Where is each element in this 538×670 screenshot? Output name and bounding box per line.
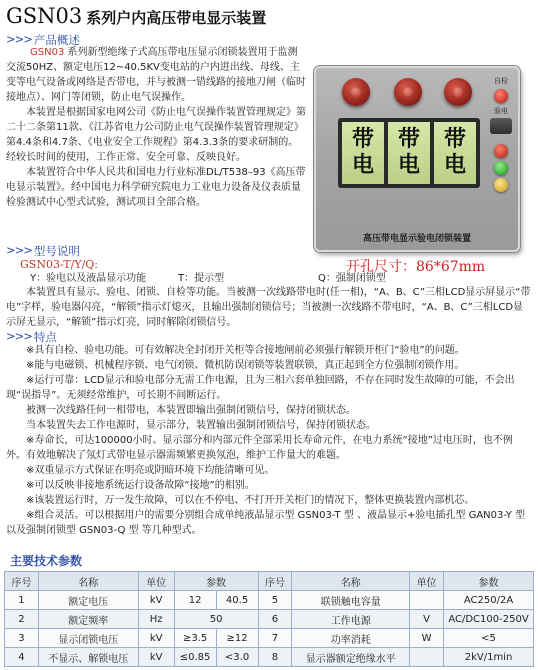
self-check-lamp-icon xyxy=(494,89,508,103)
feature-item: ※具有自检、验电功能。可有效解决全封闭开关柜等合接地闸前必须强行解锁开柜门“验电”的问题。 xyxy=(26,345,465,356)
header-cell: 序号 xyxy=(258,572,292,591)
feature-item: ※可以反映非接地系统运行设备故障“接地”的相别。 xyxy=(26,480,255,491)
feature-item: ※运行可靠：LCD显示和验电部分无需工作电源，且为三相六套单独回路，不存在同时发生故障的可能，不会出现“误指导”。无须经常维护，可长期不间断运行。 xyxy=(6,375,515,401)
feature-item: ※组合灵活。可以根据用户的需要分别组合成单纯液晶显示型 GSN03-T 型 、液晶显示+验电插孔型 GAN03-Y 型 以及强制闭锁型 GSN03-Q 型 等几种型式。 xyxy=(6,510,526,536)
model-desc: 本装置具有显示、验电、闭锁、自检等功能。当被测一次线路带电时(任一相)，“A、B、C”三相LCD显示屏显示“带电”字样，验电器闪亮，“解锁”指示灯熄灭，且输出强制闭锁信号；当被测一次线路不带电时，“A、B、C”三相LCD显示屏无显示，“解锁”指示灯亮，同时解除闭锁信号。 xyxy=(6,287,531,328)
knob-b-icon xyxy=(394,78,422,106)
section-model-heading: >>> 型号说明 xyxy=(6,243,80,258)
device-caption: 高压带电显示验电闭锁装置 xyxy=(362,234,471,244)
feature-item: 被测一次线路任何一相带电，本装置即输出强制闭锁信号，保持闭锁状态。 xyxy=(26,405,356,416)
table-row: 3 显示闭锁电压 kV ≥3.5 ≥12 7 功率消耗 W <5 xyxy=(5,629,534,648)
features-list xyxy=(6,343,532,538)
model-q: Q：强制闭锁型 xyxy=(318,273,386,284)
green-lamp-icon xyxy=(494,161,508,175)
feature-item: ※寿命长，可达100000小时。显示部分和内部元件全部采用长寿命元件，在电力系统“接地”过电压时，也不例外。有效地解决了氖灯式带电显示器需频繁更换氖泡，维护工作量大的难题。 xyxy=(6,435,513,461)
device-image xyxy=(314,66,520,252)
overview-p2: 本装置是根据国家电网公司《防止电气误操作装置管理规定》第二十二条第11款、《江苏省电力公司防止电气误操作装置管理规定》第4.4条和4.7条、《电业安全工作规程》第4.3.3条的要求研制的。经较长时间的使用，工作正常、安全可靠、反映良好。 xyxy=(6,107,306,163)
overview-text xyxy=(6,45,306,210)
device-side-controls xyxy=(486,76,516,226)
verify-button-icon xyxy=(490,118,512,134)
header-cell: 参数 xyxy=(444,572,534,591)
overview-p3: 本装置符合中华人民共和国电力行业标准DL/T538–93《高压带电显示装置》。经中国电力科学研究院电力工业电力设备及仪表质量检验测试中心型式试验，测试项目全部合格。 xyxy=(6,167,306,208)
model-code: GSN03-T/Y/Q: xyxy=(20,258,99,271)
overview-p1: 系列新型绝缘子式高压带电压显示闭锁装置用于监测交流50HZ、额定电压12~40.5KV变电站的户内进出线、母线、主变等电气设备或网络是否带电，并与被测一错线路的接地刀闸（临时接地点）、网门等闭锁，防止电气误操作。 xyxy=(6,47,306,103)
feature-item: ※该装置运行时，万一发生故障，可以在不停电、不打开开关柜门的情况下，整体更换装置内部机芯。 xyxy=(26,495,475,506)
header-cell: 名称 xyxy=(38,572,138,591)
model-y: Y：验电以及液晶显示功能 xyxy=(30,273,147,284)
lcd-c: 带 电 xyxy=(434,122,476,184)
verify-label: 验电 xyxy=(494,107,508,115)
section-overview-heading: >>> 产品概述 xyxy=(6,32,80,47)
page-title xyxy=(6,4,266,30)
table-row: 2 额定频率 Hz 50 6 工作电源 V AC/DC100-250V xyxy=(5,610,534,629)
header-cell: 参数 xyxy=(174,572,258,591)
table-header-row xyxy=(5,572,534,591)
feature-item: 当本装置失去工作电源时，显示部分，装置输出强制闭锁信号，保持闭锁状态。 xyxy=(26,420,376,431)
title-code: GSN03 xyxy=(6,4,83,28)
self-check-label: 自检 xyxy=(494,77,508,85)
title-text: 系列户内高压带电显示装置 xyxy=(86,9,267,27)
header-cell: 单位 xyxy=(410,572,444,591)
header-cell: 名称 xyxy=(292,572,410,591)
header-cell: 单位 xyxy=(138,572,174,591)
model-t: T：提示型 xyxy=(178,273,225,284)
section-features-heading: >>> 特点 xyxy=(6,329,57,344)
lcd-a: 带 电 xyxy=(342,122,384,184)
params-table xyxy=(4,571,534,667)
table-row: 4 不显示、解锁电压 kV ≤0.85 <3.0 8 显示器额定绝缘水平 2kV/1min xyxy=(5,648,534,667)
yellow-lamp-icon xyxy=(494,178,508,192)
knob-a-icon xyxy=(342,78,370,106)
header-cell: 序号 xyxy=(5,572,39,591)
lcd-panel xyxy=(338,118,480,188)
feature-item: ※能与电磁锁、机械程序锁、电气闭锁、微机防误闭锁等装置联锁，真正起到全方位强制闭锁作用。 xyxy=(26,360,465,371)
params-heading: 主要技术参数 xyxy=(10,554,83,568)
table-row: 1 额定电压 kV 12 40.5 5 联锁触电容量 AC250/2A xyxy=(5,591,534,610)
hole-size: 开孔尺寸：86*67mm xyxy=(346,259,486,275)
overview-code: GSN03 xyxy=(30,47,65,58)
lcd-b: 带 电 xyxy=(388,122,430,184)
feature-item: ※双重显示方式保证在明亮或阴暗环境下均能清晰可见。 xyxy=(26,465,275,476)
knob-c-icon xyxy=(444,78,472,106)
red-lamp-icon xyxy=(494,144,508,158)
